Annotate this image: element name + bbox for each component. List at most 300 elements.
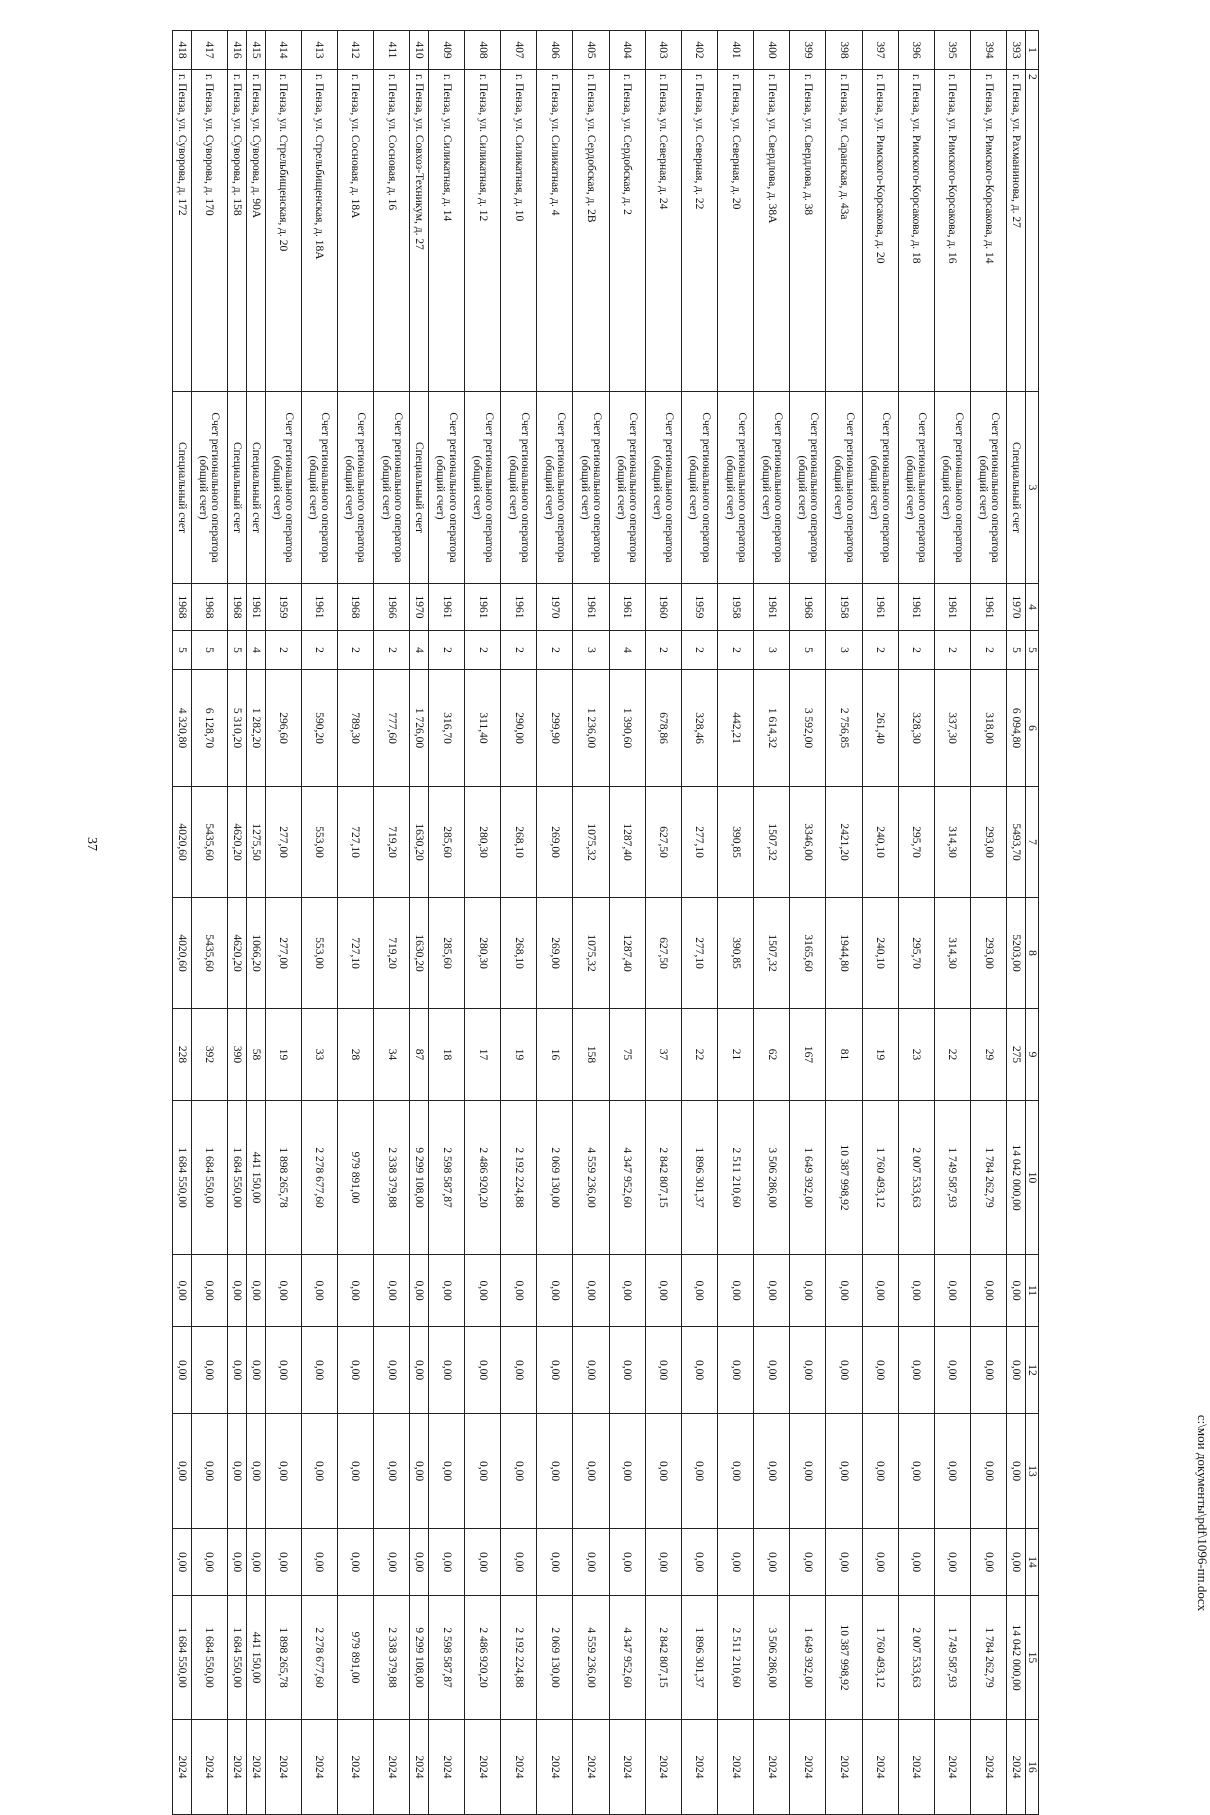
table-cell-col-15: 441 150,00 <box>246 1596 265 1720</box>
table-cell-col-4: 1959 <box>681 584 717 631</box>
table-cell-col-8: 1075,32 <box>573 898 609 1009</box>
table-cell-col-14: 0,00 <box>971 1529 1007 1596</box>
table-cell-col-11: 0,00 <box>971 1255 1007 1327</box>
table-row <box>826 31 862 1815</box>
table-cell-col-9: 37 <box>645 1009 681 1101</box>
table-cell-col-3: Счет регионального оператора (общий счет) <box>191 392 227 584</box>
table-cell-col-11: 0,00 <box>301 1255 337 1327</box>
table-cell-col-15: 1 649 392,00 <box>790 1596 826 1720</box>
table-cell-col-5: 2 <box>718 631 754 670</box>
table-cell-col-5: 2 <box>681 631 717 670</box>
table-cell-col-3: Счет регионального оператора (общий счет) <box>373 392 409 584</box>
table-cell-col-15: 2 278 677,60 <box>301 1596 337 1720</box>
table-cell-col-15: 1 784 262,79 <box>971 1596 1007 1720</box>
table-row <box>898 31 934 1815</box>
table-cell-col-4: 1961 <box>501 584 537 631</box>
table-cell-col-5: 5 <box>1007 631 1026 670</box>
table-cell-col-3: Специальный счет <box>410 392 429 584</box>
table-cell-col-12: 0,00 <box>645 1327 681 1414</box>
table-cell-col-2: г. Пенза, ул. Римского-Корсакова, д. 18 <box>898 70 934 392</box>
table-row <box>537 31 573 1815</box>
table-cell-col-2: г. Пенза, ул. Суворова, д. 90А <box>246 70 265 392</box>
table-cell-col-13: 0,00 <box>609 1414 645 1529</box>
table-cell-col-15: 1 896 301,37 <box>681 1596 717 1720</box>
table-cell-col-7: 4020,60 <box>173 787 192 898</box>
table-cell-col-7: 1287,40 <box>609 787 645 898</box>
housing-registry-table <box>172 30 1039 1815</box>
table-row <box>246 31 265 1815</box>
table-cell-col-10: 1 649 392,00 <box>790 1101 826 1255</box>
table-cell-col-10: 9 299 108,00 <box>410 1101 429 1255</box>
table-cell-col-2: г. Пенза, ул. Сердобская, д. 2 <box>609 70 645 392</box>
table-cell-col-6: 6 094,80 <box>1007 670 1026 787</box>
table-cell-col-6: 3 592,00 <box>790 670 826 787</box>
table-cell-col-2: г. Пенза, ул. Суворова, д. 170 <box>191 70 227 392</box>
table-cell-col-12: 0,00 <box>573 1327 609 1414</box>
table-cell-col-14: 0,00 <box>428 1529 464 1596</box>
table-cell-col-5: 4 <box>410 631 429 670</box>
table-cell-col-6: 442,21 <box>718 670 754 787</box>
table-cell-col-13: 0,00 <box>428 1414 464 1529</box>
table-cell-col-10: 14 042 000,00 <box>1007 1101 1026 1255</box>
rotated-table-container <box>172 30 1039 1779</box>
table-row <box>754 31 790 1815</box>
table-cell-col-9: 228 <box>173 1009 192 1101</box>
column-header-8: 8 <box>1025 898 1038 1009</box>
table-cell-col-7: 314,30 <box>934 787 970 898</box>
table-cell-col-7: 3346,00 <box>790 787 826 898</box>
table-cell-col-12: 0,00 <box>1007 1327 1026 1414</box>
table-cell-col-9: 22 <box>681 1009 717 1101</box>
table-cell-col-6: 1 236,00 <box>573 670 609 787</box>
table-cell-col-15: 1 684 550,00 <box>228 1596 247 1720</box>
table-cell-col-5: 2 <box>971 631 1007 670</box>
table-cell-col-12: 0,00 <box>228 1327 247 1414</box>
table-cell-col-13: 0,00 <box>790 1414 826 1529</box>
table-cell-col-12: 0,00 <box>934 1327 970 1414</box>
table-row <box>301 31 337 1815</box>
table-cell-col-1: 398 <box>826 31 862 70</box>
table-cell-col-6: 316,70 <box>428 670 464 787</box>
table-cell-col-2: г. Пенза, ул. Суворова, д. 172 <box>173 70 192 392</box>
table-cell-col-8: 1507,32 <box>754 898 790 1009</box>
table-cell-col-14: 0,00 <box>645 1529 681 1596</box>
table-cell-col-8: 280,30 <box>465 898 501 1009</box>
table-cell-col-6: 296,60 <box>265 670 301 787</box>
table-cell-col-13: 0,00 <box>191 1414 227 1529</box>
table-cell-col-1: 394 <box>971 31 1007 70</box>
table-cell-col-5: 3 <box>826 631 862 670</box>
table-cell-col-2: г. Пенза, ул. Северная, д. 24 <box>645 70 681 392</box>
table-row <box>265 31 301 1815</box>
table-cell-col-5: 4 <box>246 631 265 670</box>
column-header-4: 4 <box>1025 584 1038 631</box>
table-cell-col-14: 0,00 <box>246 1529 265 1596</box>
table-cell-col-3: Счет регионального оператора (общий счет) <box>537 392 573 584</box>
table-cell-col-6: 328,46 <box>681 670 717 787</box>
table-cell-col-15: 1 749 587,93 <box>934 1596 970 1720</box>
table-cell-col-6: 1 282,20 <box>246 670 265 787</box>
footer-file-path: c:\мои документы\pdf\1096-пп.docx <box>1195 1414 1210 1612</box>
table-cell-col-9: 21 <box>718 1009 754 1101</box>
table-cell-col-5: 5 <box>228 631 247 670</box>
table-cell-col-9: 19 <box>265 1009 301 1101</box>
table-cell-col-11: 0,00 <box>645 1255 681 1327</box>
table-cell-col-11: 0,00 <box>228 1255 247 1327</box>
table-cell-col-12: 0,00 <box>754 1327 790 1414</box>
column-header-3: 3 <box>1025 392 1038 584</box>
table-cell-col-5: 2 <box>537 631 573 670</box>
table-cell-col-14: 0,00 <box>609 1529 645 1596</box>
column-header-13: 13 <box>1025 1414 1038 1529</box>
table-cell-col-8: 295,70 <box>898 898 934 1009</box>
table-cell-col-3: Счет регионального оператора (общий счет) <box>754 392 790 584</box>
table-cell-col-4: 1960 <box>645 584 681 631</box>
table-cell-col-7: 277,10 <box>681 787 717 898</box>
table-cell-col-7: 285,60 <box>428 787 464 898</box>
table-cell-col-15: 1 898 265,78 <box>265 1596 301 1720</box>
table-cell-col-12: 0,00 <box>301 1327 337 1414</box>
table-cell-col-12: 0,00 <box>265 1327 301 1414</box>
table-cell-col-14: 0,00 <box>265 1529 301 1596</box>
table-cell-col-3: Счет регионального оператора (общий счет) <box>790 392 826 584</box>
table-cell-col-11: 0,00 <box>573 1255 609 1327</box>
table-cell-col-14: 0,00 <box>898 1529 934 1596</box>
table-cell-col-9: 16 <box>537 1009 573 1101</box>
table-cell-col-11: 0,00 <box>337 1255 373 1327</box>
table-cell-col-3: Специальный счет <box>1007 392 1026 584</box>
table-cell-col-16: 2024 <box>790 1720 826 1815</box>
table-cell-col-7: 1507,32 <box>754 787 790 898</box>
table-cell-col-11: 0,00 <box>373 1255 409 1327</box>
table-cell-col-12: 0,00 <box>862 1327 898 1414</box>
table-cell-col-1: 415 <box>246 31 265 70</box>
table-cell-col-6: 290,00 <box>501 670 537 787</box>
table-cell-col-3: Счет регионального оператора (общий счет) <box>501 392 537 584</box>
table-cell-col-11: 0,00 <box>265 1255 301 1327</box>
table-cell-col-9: 390 <box>228 1009 247 1101</box>
table-cell-col-8: 719,20 <box>373 898 409 1009</box>
column-header-10: 10 <box>1025 1101 1038 1255</box>
table-cell-col-4: 1966 <box>373 584 409 631</box>
table-cell-col-15: 2 192 224,88 <box>501 1596 537 1720</box>
table-cell-col-9: 87 <box>410 1009 429 1101</box>
table-cell-col-7: 390,85 <box>718 787 754 898</box>
table-cell-col-9: 29 <box>971 1009 1007 1101</box>
table-cell-col-16: 2024 <box>301 1720 337 1815</box>
table-cell-col-3: Счет регионального оператора (общий счет) <box>826 392 862 584</box>
table-cell-col-1: 395 <box>934 31 970 70</box>
table-cell-col-3: Счет регионального оператора (общий счет) <box>265 392 301 584</box>
table-cell-col-8: 285,60 <box>428 898 464 1009</box>
table-cell-col-16: 2024 <box>718 1720 754 1815</box>
table-cell-col-9: 28 <box>337 1009 373 1101</box>
table-cell-col-6: 299,90 <box>537 670 573 787</box>
table-cell-col-14: 0,00 <box>537 1529 573 1596</box>
table-cell-col-13: 0,00 <box>410 1414 429 1529</box>
table-cell-col-2: г. Пенза, ул. Сосновая, д. 16 <box>373 70 409 392</box>
table-row <box>718 31 754 1815</box>
table-cell-col-13: 0,00 <box>971 1414 1007 1529</box>
table-cell-col-8: 314,30 <box>934 898 970 1009</box>
table-cell-col-15: 4 559 236,00 <box>573 1596 609 1720</box>
table-cell-col-8: 1944,80 <box>826 898 862 1009</box>
column-header-5: 5 <box>1025 631 1038 670</box>
table-cell-col-8: 5435,60 <box>191 898 227 1009</box>
table-cell-col-5: 2 <box>428 631 464 670</box>
table-cell-col-16: 2024 <box>228 1720 247 1815</box>
table-cell-col-10: 1 896 301,37 <box>681 1101 717 1255</box>
table-cell-col-14: 0,00 <box>501 1529 537 1596</box>
table-cell-col-13: 0,00 <box>537 1414 573 1529</box>
table-cell-col-4: 1968 <box>790 584 826 631</box>
table-cell-col-5: 3 <box>573 631 609 670</box>
table-cell-col-10: 4 559 236,00 <box>573 1101 609 1255</box>
table-cell-col-1: 399 <box>790 31 826 70</box>
table-cell-col-16: 2024 <box>754 1720 790 1815</box>
table-cell-col-8: 627,50 <box>645 898 681 1009</box>
table-cell-col-1: 416 <box>228 31 247 70</box>
table-cell-col-8: 553,00 <box>301 898 337 1009</box>
table-cell-col-10: 1 784 262,79 <box>971 1101 1007 1255</box>
table-body <box>173 31 1026 1815</box>
table-cell-col-10: 2 511 210,60 <box>718 1101 754 1255</box>
table-cell-col-7: 1275,50 <box>246 787 265 898</box>
table-cell-col-14: 0,00 <box>465 1529 501 1596</box>
table-cell-col-16: 2024 <box>373 1720 409 1815</box>
table-cell-col-11: 0,00 <box>1007 1255 1026 1327</box>
table-cell-col-16: 2024 <box>173 1720 192 1815</box>
table-cell-col-9: 392 <box>191 1009 227 1101</box>
table-cell-col-10: 4 347 952,60 <box>609 1101 645 1255</box>
table-cell-col-7: 240,10 <box>862 787 898 898</box>
table-cell-col-16: 2024 <box>826 1720 862 1815</box>
table-cell-col-2: г. Пенза, ул. Саранская, д. 43а <box>826 70 862 392</box>
table-row <box>1007 31 1026 1815</box>
table-cell-col-16: 2024 <box>410 1720 429 1815</box>
table-cell-col-12: 0,00 <box>373 1327 409 1414</box>
table-cell-col-1: 403 <box>645 31 681 70</box>
table-cell-col-10: 2 598 587,87 <box>428 1101 464 1255</box>
table-cell-col-14: 0,00 <box>754 1529 790 1596</box>
table-cell-col-2: г. Пенза, ул. Силикатная, д. 4 <box>537 70 573 392</box>
table-cell-col-3: Счет регионального оператора (общий счет) <box>609 392 645 584</box>
table-cell-col-4: 1958 <box>826 584 862 631</box>
table-cell-col-15: 2 069 130,00 <box>537 1596 573 1720</box>
table-cell-col-8: 1287,40 <box>609 898 645 1009</box>
table-cell-col-1: 417 <box>191 31 227 70</box>
table-cell-col-5: 2 <box>645 631 681 670</box>
table-row <box>501 31 537 1815</box>
table-cell-col-7: 727,10 <box>337 787 373 898</box>
table-cell-col-1: 412 <box>337 31 373 70</box>
table-cell-col-13: 0,00 <box>301 1414 337 1529</box>
table-cell-col-7: 295,70 <box>898 787 934 898</box>
table-row <box>609 31 645 1815</box>
table-cell-col-6: 318,00 <box>971 670 1007 787</box>
table-cell-col-9: 62 <box>754 1009 790 1101</box>
table-cell-col-10: 1 749 587,93 <box>934 1101 970 1255</box>
table-cell-col-13: 0,00 <box>1007 1414 1026 1529</box>
table-cell-col-11: 0,00 <box>537 1255 573 1327</box>
table-cell-col-11: 0,00 <box>681 1255 717 1327</box>
table-cell-col-5: 2 <box>337 631 373 670</box>
table-cell-col-9: 275 <box>1007 1009 1026 1101</box>
table-cell-col-3: Счет регионального оператора (общий счет) <box>645 392 681 584</box>
table-cell-col-2: г. Пенза, ул. Сосновая, д. 18А <box>337 70 373 392</box>
table-cell-col-1: 413 <box>301 31 337 70</box>
table-cell-col-15: 1 684 550,00 <box>191 1596 227 1720</box>
table-cell-col-6: 2 756,85 <box>826 670 862 787</box>
table-cell-col-9: 158 <box>573 1009 609 1101</box>
table-cell-col-2: г. Пенза, ул. Северная, д. 22 <box>681 70 717 392</box>
table-cell-col-14: 0,00 <box>934 1529 970 1596</box>
table-cell-col-12: 0,00 <box>246 1327 265 1414</box>
table-cell-col-4: 1961 <box>465 584 501 631</box>
table-cell-col-2: г. Пенза, ул. Стрельбищенская, д. 18А <box>301 70 337 392</box>
table-cell-col-1: 410 <box>410 31 429 70</box>
table-cell-col-10: 1 760 493,12 <box>862 1101 898 1255</box>
page-number: 37 <box>84 837 99 851</box>
table-cell-col-13: 0,00 <box>228 1414 247 1529</box>
table-row <box>645 31 681 1815</box>
table-cell-col-8: 268,10 <box>501 898 537 1009</box>
table-cell-col-6: 590,20 <box>301 670 337 787</box>
table-cell-col-11: 0,00 <box>501 1255 537 1327</box>
table-cell-col-8: 727,10 <box>337 898 373 1009</box>
table-cell-col-16: 2024 <box>265 1720 301 1815</box>
table-cell-col-5: 2 <box>373 631 409 670</box>
table-cell-col-3: Специальный счет <box>173 392 192 584</box>
table-cell-col-1: 414 <box>265 31 301 70</box>
table-row <box>971 31 1007 1815</box>
table-cell-col-7: 5435,60 <box>191 787 227 898</box>
table-cell-col-7: 268,10 <box>501 787 537 898</box>
table-cell-col-11: 0,00 <box>410 1255 429 1327</box>
table-cell-col-8: 240,10 <box>862 898 898 1009</box>
table-cell-col-10: 2 486 920,20 <box>465 1101 501 1255</box>
table-row <box>410 31 429 1815</box>
table-cell-col-4: 1968 <box>337 584 373 631</box>
table-cell-col-6: 789,30 <box>337 670 373 787</box>
table-cell-col-1: 400 <box>754 31 790 70</box>
table-cell-col-15: 2 007 533,63 <box>898 1596 934 1720</box>
table-cell-col-4: 1961 <box>971 584 1007 631</box>
table-cell-col-15: 2 598 587,87 <box>428 1596 464 1720</box>
table-cell-col-6: 678,86 <box>645 670 681 787</box>
table-cell-col-4: 1968 <box>191 584 227 631</box>
table-cell-col-7: 553,00 <box>301 787 337 898</box>
table-cell-col-4: 1961 <box>754 584 790 631</box>
table-cell-col-5: 2 <box>501 631 537 670</box>
table-cell-col-16: 2024 <box>537 1720 573 1815</box>
table-cell-col-16: 2024 <box>862 1720 898 1815</box>
table-cell-col-6: 337,30 <box>934 670 970 787</box>
table-cell-col-3: Счет регионального оператора (общий счет) <box>898 392 934 584</box>
table-cell-col-13: 0,00 <box>898 1414 934 1529</box>
table-cell-col-1: 393 <box>1007 31 1026 70</box>
table-cell-col-4: 1961 <box>609 584 645 631</box>
table-cell-col-14: 0,00 <box>410 1529 429 1596</box>
table-cell-col-11: 0,00 <box>898 1255 934 1327</box>
table-cell-col-2: г. Пенза, ул. Римского-Корсакова, д. 14 <box>971 70 1007 392</box>
table-cell-col-15: 979 891,00 <box>337 1596 373 1720</box>
table-cell-col-9: 19 <box>501 1009 537 1101</box>
table-cell-col-1: 404 <box>609 31 645 70</box>
table-cell-col-4: 1961 <box>246 584 265 631</box>
table-cell-col-2: г. Пенза, ул. Римского-Корсакова, д. 16 <box>934 70 970 392</box>
table-cell-col-13: 0,00 <box>246 1414 265 1529</box>
table-cell-col-7: 1630,20 <box>410 787 429 898</box>
table-cell-col-7: 5493,70 <box>1007 787 1026 898</box>
table-cell-col-13: 0,00 <box>862 1414 898 1529</box>
table-cell-col-7: 293,00 <box>971 787 1007 898</box>
table-cell-col-10: 1 684 550,00 <box>173 1101 192 1255</box>
column-header-16: 16 <box>1025 1720 1038 1815</box>
table-cell-col-16: 2024 <box>609 1720 645 1815</box>
table-cell-col-5: 5 <box>790 631 826 670</box>
table-cell-col-8: 277,10 <box>681 898 717 1009</box>
table-cell-col-10: 2 192 224,88 <box>501 1101 537 1255</box>
table-cell-col-8: 293,00 <box>971 898 1007 1009</box>
table-cell-col-15: 2 338 379,88 <box>373 1596 409 1720</box>
table-cell-col-1: 408 <box>465 31 501 70</box>
table-cell-col-2: г. Пенза, ул. Рахманинова, д. 27 <box>1007 70 1026 392</box>
table-cell-col-5: 2 <box>934 631 970 670</box>
table-cell-col-10: 2 007 533,63 <box>898 1101 934 1255</box>
table-cell-col-11: 0,00 <box>428 1255 464 1327</box>
table-cell-col-13: 0,00 <box>373 1414 409 1529</box>
table-cell-col-14: 0,00 <box>681 1529 717 1596</box>
table-cell-col-6: 1 614,32 <box>754 670 790 787</box>
column-header-14: 14 <box>1025 1529 1038 1596</box>
table-cell-col-9: 19 <box>862 1009 898 1101</box>
table-cell-col-10: 1 898 265,78 <box>265 1101 301 1255</box>
table-cell-col-13: 0,00 <box>501 1414 537 1529</box>
table-cell-col-1: 418 <box>173 31 192 70</box>
table-row <box>373 31 409 1815</box>
table-cell-col-11: 0,00 <box>173 1255 192 1327</box>
table-cell-col-4: 1968 <box>173 584 192 631</box>
table-cell-col-15: 10 387 998,92 <box>826 1596 862 1720</box>
table-cell-col-7: 277,00 <box>265 787 301 898</box>
table-cell-col-4: 1968 <box>228 584 247 631</box>
table-cell-col-12: 0,00 <box>173 1327 192 1414</box>
table-cell-col-3: Счет регионального оператора (общий счет) <box>465 392 501 584</box>
table-cell-col-14: 0,00 <box>301 1529 337 1596</box>
table-cell-col-16: 2024 <box>1007 1720 1026 1815</box>
column-header-6: 6 <box>1025 670 1038 787</box>
table-row <box>862 31 898 1815</box>
table-cell-col-5: 5 <box>173 631 192 670</box>
table-cell-col-15: 1 760 493,12 <box>862 1596 898 1720</box>
table-cell-col-16: 2024 <box>337 1720 373 1815</box>
table-cell-col-16: 2024 <box>681 1720 717 1815</box>
table-cell-col-9: 18 <box>428 1009 464 1101</box>
table-cell-col-1: 407 <box>501 31 537 70</box>
table-cell-col-13: 0,00 <box>681 1414 717 1529</box>
table-cell-col-11: 0,00 <box>191 1255 227 1327</box>
table-cell-col-9: 58 <box>246 1009 265 1101</box>
table-cell-col-12: 0,00 <box>191 1327 227 1414</box>
table-cell-col-13: 0,00 <box>754 1414 790 1529</box>
table-cell-col-8: 390,85 <box>718 898 754 1009</box>
table-cell-col-4: 1970 <box>537 584 573 631</box>
table-cell-col-15: 9 299 108,00 <box>410 1596 429 1720</box>
table-cell-col-1: 409 <box>428 31 464 70</box>
column-header-7: 7 <box>1025 787 1038 898</box>
table-cell-col-10: 1 684 550,00 <box>228 1101 247 1255</box>
